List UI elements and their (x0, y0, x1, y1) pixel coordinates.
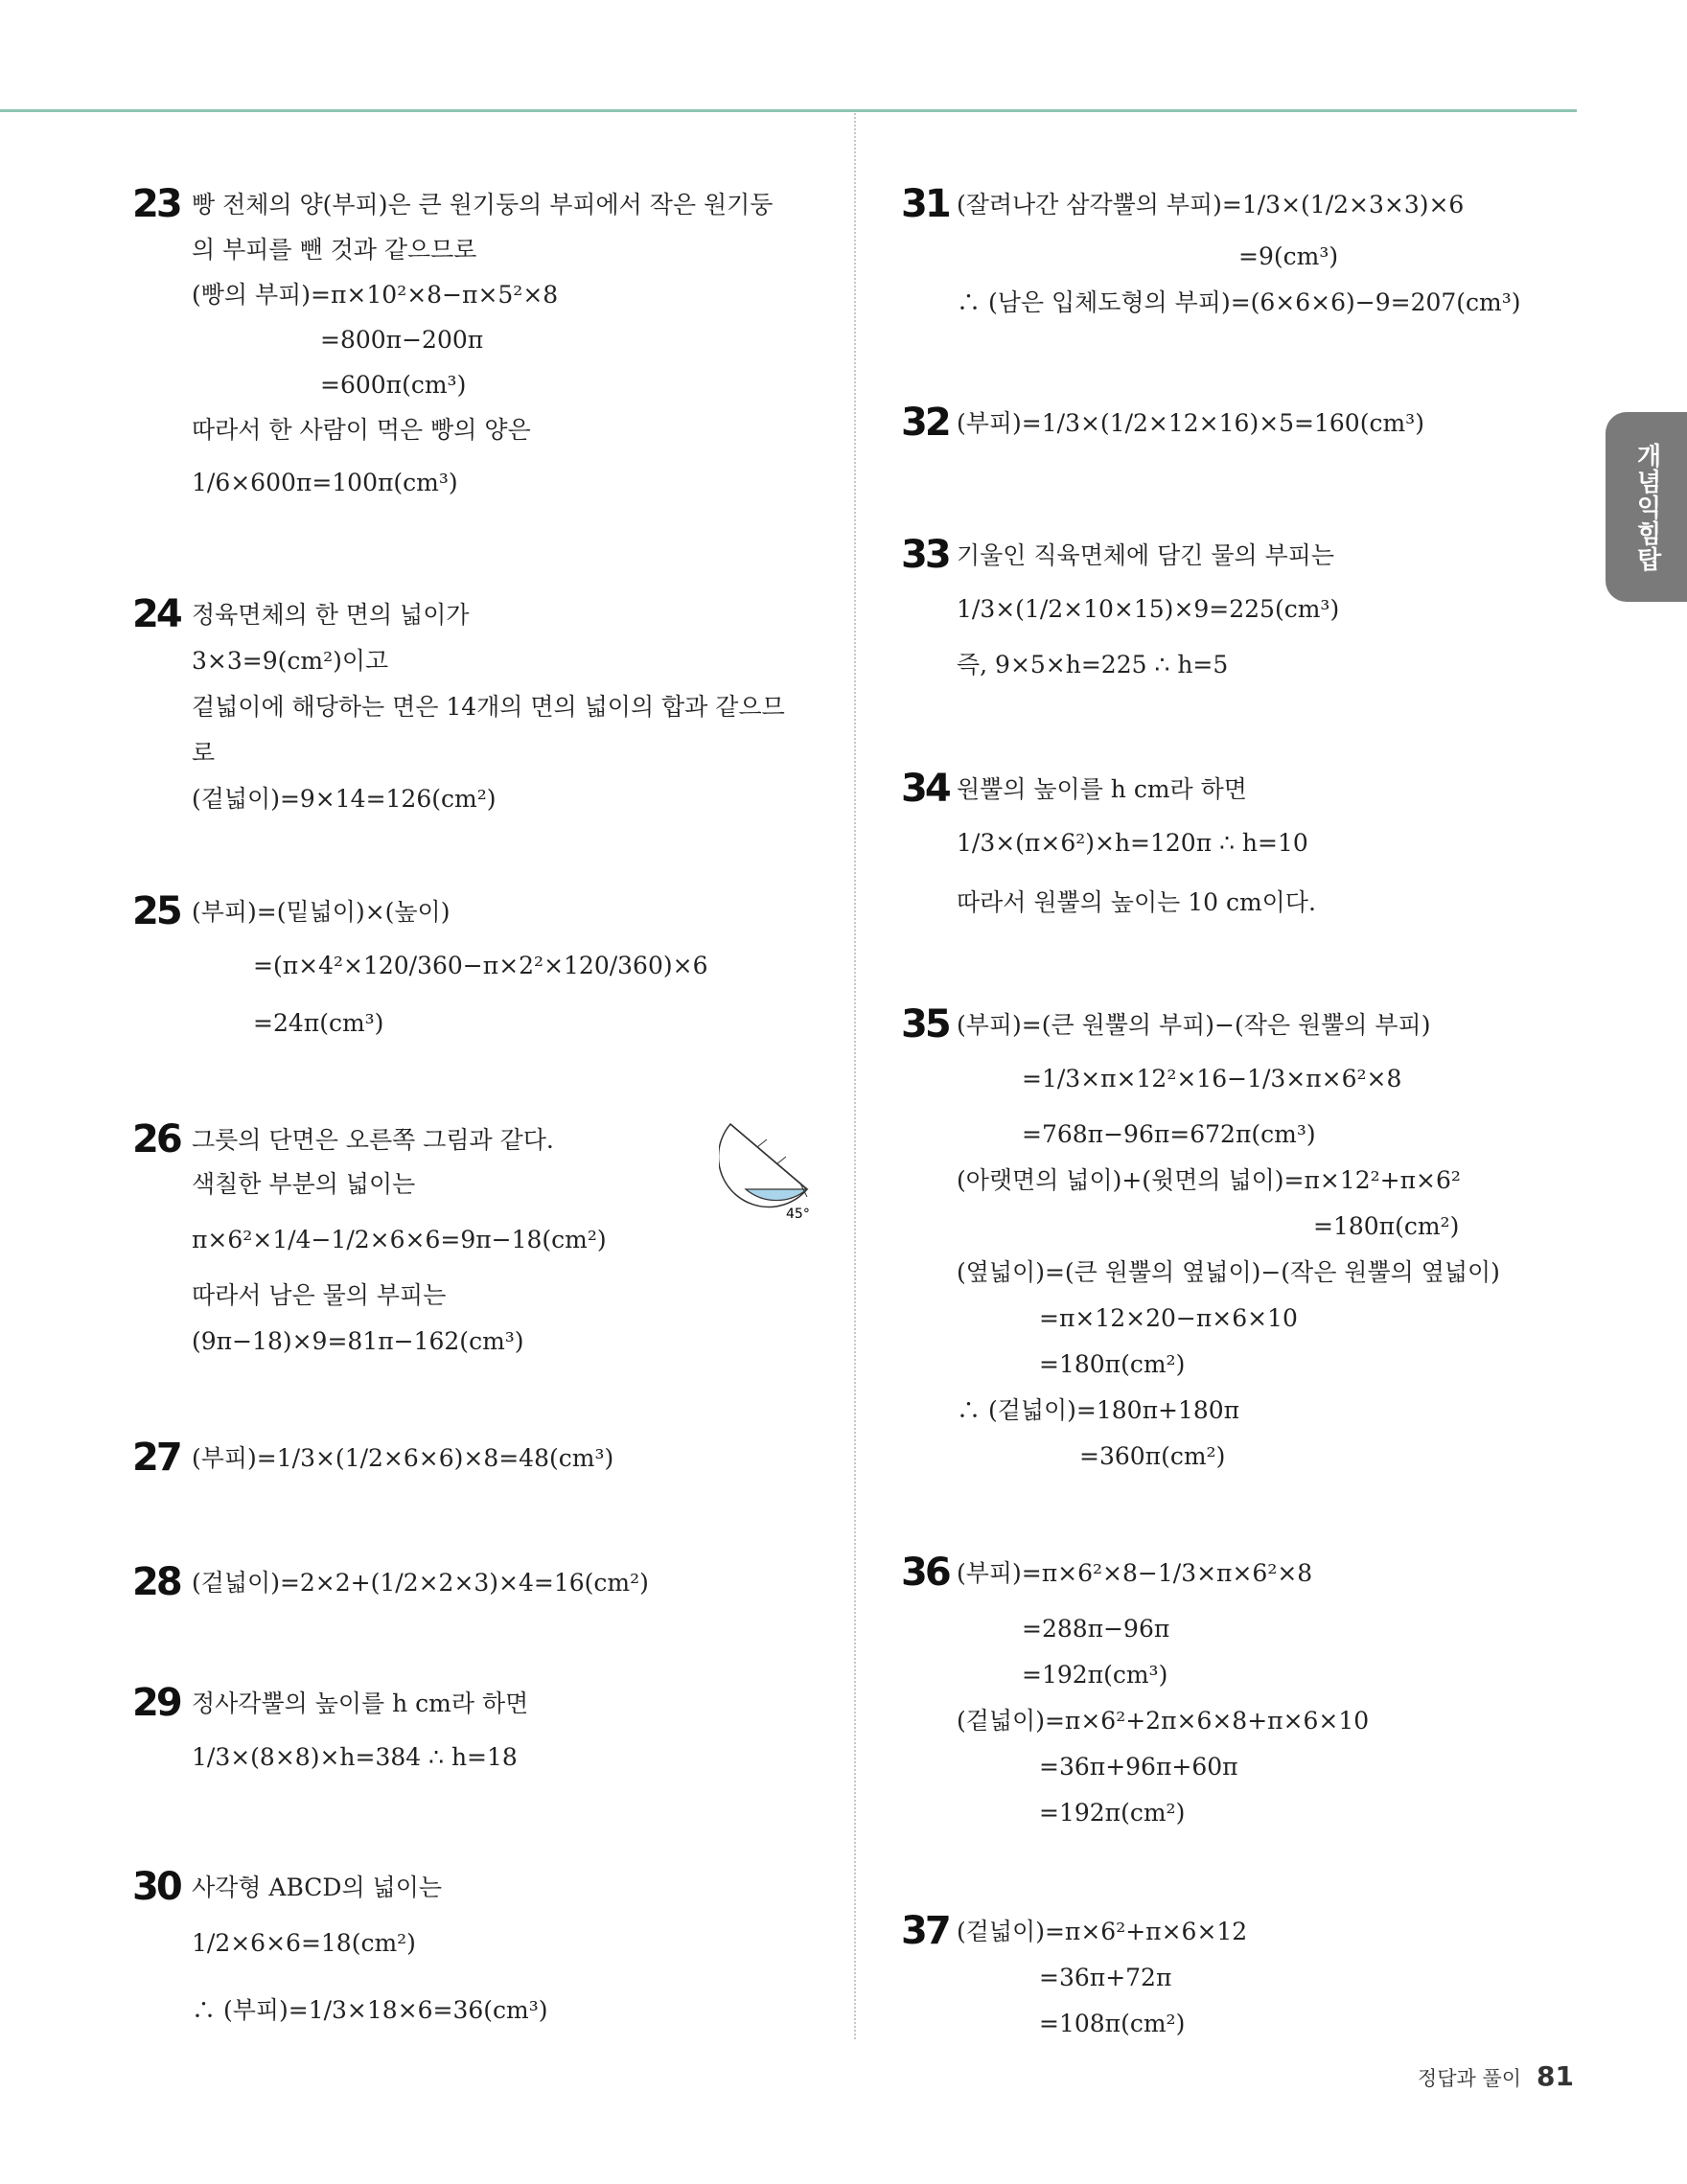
math-line: (부피)=(큰 원뿔의 부피)−(작은 원뿔의 부피) (957, 1011, 1431, 1039)
math-line: 1/3×(1/2×10×15)×9=225(cm³) (957, 595, 1340, 623)
math-line: =1/3×π×12²×16−1/3×π×6²×8 (1022, 1065, 1402, 1092)
problem-number: 37 (901, 1909, 949, 1953)
math-line: =288π−96π (1022, 1615, 1170, 1643)
text-line: 빵 전체의 양(부피)은 큰 원기둥의 부피에서 작은 원기둥 (192, 191, 774, 218)
text-line: 따라서 한 사람이 먹은 빵의 양은 (192, 416, 531, 444)
problem-number: 34 (901, 767, 949, 811)
math-line: ∴ (부피)=1/3×18×6=36(cm³) (192, 1996, 548, 2024)
math-line: 1/3×(8×8)×h=384 ∴ h=18 (192, 1743, 518, 1771)
math-line: 1/2×6×6=18(cm²) (192, 1929, 416, 1957)
math-line: (겉넓이)=π×6²+π×6×12 (957, 1918, 1248, 1945)
math-line: =36π+96π+60π (1039, 1753, 1238, 1781)
text-line: 원뿔의 높이를 h cm라 하면 (957, 775, 1247, 803)
section-tab[interactable]: 개념익힘탑 (1606, 412, 1687, 602)
column-divider (854, 113, 856, 2039)
text-line: 그릇의 단면은 오른쪽 그림과 같다. (192, 1126, 554, 1154)
math-line: (겉넓이)=9×14=126(cm²) (192, 785, 497, 813)
problem-number: 26 (132, 1117, 180, 1161)
math-line: =768π−96π=672π(cm³) (1022, 1120, 1316, 1148)
math-line: ∴ (겉넓이)=180π+180π (957, 1396, 1240, 1424)
math-line: =360π(cm²) (1079, 1442, 1226, 1470)
math-line: (겉넓이)=π×6²+2π×6×8+π×6×10 (957, 1707, 1370, 1735)
math-line: =180π(cm²) (1313, 1212, 1460, 1240)
problem-number: 32 (901, 401, 949, 445)
problem-number: 27 (132, 1436, 180, 1480)
math-line: 즉, 9×5×h=225 ∴ h=5 (957, 651, 1229, 678)
math-line: =180π(cm²) (1039, 1350, 1186, 1378)
text-line: 따라서 원뿔의 높이는 10 cm이다. (957, 888, 1316, 916)
problem-number: 29 (132, 1681, 180, 1725)
angle-label: 45° (786, 1207, 810, 1222)
problem-number: 35 (901, 1002, 949, 1046)
page-number: 81 (1537, 2060, 1574, 2092)
problem-number: 28 (132, 1560, 180, 1604)
problem-number: 33 (901, 533, 949, 577)
math-line: 3×3=9(cm²)이고 (192, 647, 389, 675)
math-line: =800π−200π (320, 326, 484, 354)
text-line: 정사각뿔의 높이를 h cm라 하면 (192, 1690, 529, 1717)
math-line: (잘려나간 삼각뿔의 부피)=1/3×(1/2×3×3)×6 (957, 191, 1465, 218)
page-footer (1418, 2060, 1574, 2092)
math-line: 1/6×600π=100π(cm³) (192, 469, 458, 496)
math-line: =192π(cm²) (1039, 1799, 1186, 1827)
problem-number: 31 (901, 182, 949, 226)
math-line: (9π−18)×9=81π−162(cm³) (192, 1327, 524, 1355)
problem-number: 30 (132, 1865, 180, 1909)
math-line: (부피)=π×6²×8−1/3×π×6²×8 (957, 1559, 1313, 1587)
text-line: 따라서 남은 물의 부피는 (192, 1281, 447, 1309)
math-line: π×6²×1/4−1/2×6×6=9π−18(cm²) (192, 1226, 607, 1253)
math-line: (부피)=1/3×(1/2×6×6)×8=48(cm³) (192, 1444, 614, 1472)
math-line: 1/3×(π×6²)×h=120π ∴ h=10 (957, 829, 1308, 857)
problem-number: 23 (132, 182, 180, 226)
text-line: 사각형 ABCD의 넓이는 (192, 1874, 443, 1901)
problem-number: 36 (901, 1551, 949, 1595)
math-line: =36π+72π (1039, 1964, 1172, 1991)
problem-number: 24 (132, 592, 180, 636)
math-line: =600π(cm³) (320, 371, 467, 399)
math-line: =(π×4²×120/360−π×2²×120/360)×6 (253, 952, 708, 979)
math-line: (아랫면의 넓이)+(윗면의 넓이)=π×12²+π×6² (957, 1166, 1461, 1194)
math-line: (부피)=1/3×(1/2×12×16)×5=160(cm³) (957, 409, 1424, 437)
footer-title: 정답과 풀이 (1417, 2067, 1522, 2090)
math-line: =24π(cm³) (253, 1009, 384, 1037)
text-line: 의 부피를 뺀 것과 같으므로 (192, 236, 477, 264)
text-line: 기울인 직육면체에 담긴 물의 부피는 (957, 541, 1335, 569)
math-line: (겉넓이)=2×2+(1/2×2×3)×4=16(cm²) (192, 1569, 649, 1597)
math-line: =108π(cm²) (1039, 2010, 1186, 2037)
math-line: =9(cm³) (1238, 242, 1339, 270)
math-line: =π×12×20−π×6×10 (1039, 1304, 1298, 1332)
text-line: 겉넓이에 해당하는 면은 14개의 면의 넓이의 합과 같으므 (192, 693, 785, 721)
math-line: (부피)=(밑넓이)×(높이) (192, 898, 451, 926)
math-line: ∴ (남은 입체도형의 부피)=(6×6×6)−9=207(cm³) (957, 288, 1521, 316)
problem-number: 25 (132, 889, 180, 933)
header-rule (0, 109, 1577, 112)
text-line: 정육면체의 한 면의 넓이가 (192, 601, 470, 629)
bowl-cross-section-figure (719, 1115, 824, 1230)
math-line: (빵의 부피)=π×10²×8−π×5²×8 (192, 281, 559, 309)
text-line: 로 (192, 739, 216, 767)
math-line: (옆넓이)=(큰 원뿔의 옆넓이)−(작은 원뿔의 옆넓이) (957, 1258, 1500, 1286)
math-line: =192π(cm³) (1022, 1661, 1168, 1689)
text-line: 색칠한 부분의 넓이는 (192, 1170, 416, 1198)
